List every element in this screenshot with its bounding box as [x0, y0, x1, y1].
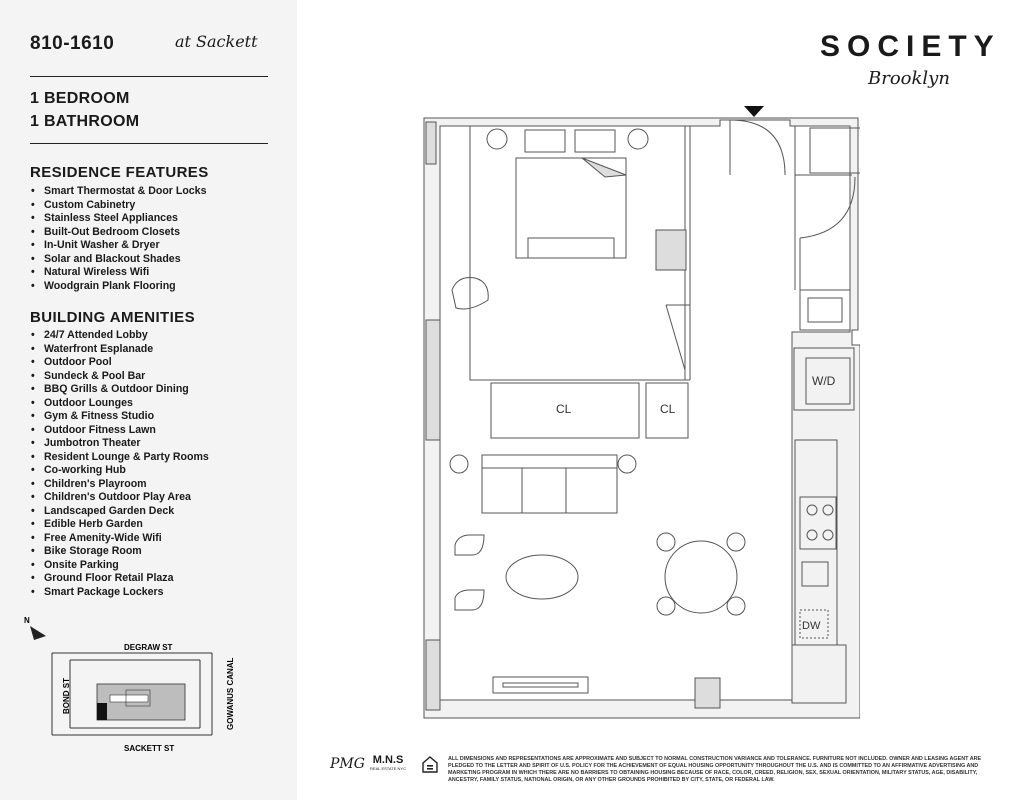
bathroom-count: 1 BATHROOM [30, 113, 140, 130]
street-gowanus: GOWANUS CANAL [226, 657, 235, 730]
building-amenity-item: • Resident Lounge & Party Rooms [30, 451, 209, 465]
residence-feature-item: • Stainless Steel Appliances [30, 212, 206, 226]
floor-plan [420, 105, 860, 725]
building-amenity-item: • Smart Package Lockers [30, 586, 209, 600]
building-amenity-item: • Gym & Fitness Studio [30, 410, 209, 424]
building-amenity-item: • Children's Outdoor Play Area [30, 491, 209, 505]
building-amenity-item: • Outdoor Pool [30, 356, 209, 370]
sidebar [0, 0, 297, 800]
street-bond: BOND ST [62, 678, 71, 714]
dishwasher-label: DW [802, 620, 821, 632]
closet-label: CL [556, 402, 572, 416]
building-amenity-item: • Ground Floor Retail Plaza [30, 572, 209, 586]
building-amenity-item: • Co-working Hub [30, 464, 209, 478]
building-amenity-item: • 24/7 Attended Lobby [30, 329, 209, 343]
residence-feature-item: • Custom Cabinetry [30, 199, 206, 213]
residence-feature-item: • Built-Out Bedroom Closets [30, 226, 206, 240]
washer-dryer-label: W/D [812, 374, 836, 388]
closet-label: CL [660, 402, 676, 416]
building-amenity-item: • Outdoor Fitness Lawn [30, 424, 209, 438]
building-amenity-item: • Landscaped Garden Deck [30, 505, 209, 519]
divider [30, 76, 268, 77]
mns-logo [368, 754, 408, 771]
street-sackett: SACKETT ST [124, 744, 175, 753]
residence-feature-item: • Solar and Blackout Shades [30, 253, 206, 267]
pmg-logo: PMG [330, 756, 365, 772]
disclaimer: ALL DIMENSIONS AND REPRESENTATIONS ARE APPROXIMATE AND SUBJECT TO NORMAL CONSTRUCTION VARIANCE AND TOLERANCE. FURNITURE NOT INCLUDED. OWNER AND LEASING AGENT ARE PLEDGED TO THE LETTER AND SPIRIT OF U.S. POLICY FOR THE ACHIEVEMENT OF EQUAL HOUSING OPPORTUNITY THROUGHOUT THE U.S. AND IS COMMITTED TO AN AFFIRMATIVE ADVERTISING AND MARKETING PROGRAM IN WHICH THERE ARE NO BARRIERS TO OBTAINING HOUSING BECAUSE OF RACE, COLOR, CREED, RELIGION, SEX, SEXUAL ORIENTATION, MILITARY STATUS, AGE, DISABILITY, ANCESTRY, FAMILY STATUS, NATIONAL ORIGIN, OR ANY OTHER GROUNDS PROHIBITED BY CITY, STATE, OR FEDERAL LAW. [448, 756, 982, 783]
brand-logo: SOCIETY [820, 30, 1001, 63]
building-amenities-title: BUILDING AMENITIES [30, 309, 195, 326]
unit-subtitle: at Sackett [175, 32, 258, 51]
divider [30, 143, 268, 144]
residence-features-title: RESIDENCE FEATURES [30, 164, 209, 181]
entry-arrow-icon [744, 106, 764, 117]
building-amenity-item: • Children's Playroom [30, 478, 209, 492]
street-degraw: DEGRAW ST [124, 643, 173, 652]
building-amenity-item: • Sundeck & Pool Bar [30, 370, 209, 384]
mns-logo-text: M.N.S [372, 754, 404, 766]
mns-logo-sub: REAL ESTATE NYC [370, 766, 406, 771]
bedroom-count: 1 BEDROOM [30, 90, 130, 107]
residence-feature-item: • In-Unit Washer & Dryer [30, 239, 206, 253]
building-amenity-item: • Onsite Parking [30, 559, 209, 573]
building-amenity-item: • Jumbotron Theater [30, 437, 209, 451]
equal-housing-icon [422, 756, 438, 774]
site-map [40, 640, 250, 760]
residence-feature-item: • Woodgrain Plank Flooring [30, 280, 206, 294]
residence-feature-item: • Smart Thermostat & Door Locks [30, 185, 206, 199]
building-amenity-item: • BBQ Grills & Outdoor Dining [30, 383, 209, 397]
building-amenities-list [30, 329, 209, 599]
building-amenity-item: • Bike Storage Room [30, 545, 209, 559]
building-amenity-item: • Outdoor Lounges [30, 397, 209, 411]
building-amenity-item: • Waterfront Esplanade [30, 343, 209, 357]
compass-label: N [24, 616, 30, 625]
building-amenity-item: • Free Amenity-Wide Wifi [30, 532, 209, 546]
unit-number: 810-1610 [30, 33, 115, 54]
building-amenity-item: • Edible Herb Garden [30, 518, 209, 532]
residence-feature-item: • Natural Wireless Wifi [30, 266, 206, 280]
brand-subtitle: Brooklyn [868, 68, 950, 89]
residence-features-list [30, 185, 206, 293]
